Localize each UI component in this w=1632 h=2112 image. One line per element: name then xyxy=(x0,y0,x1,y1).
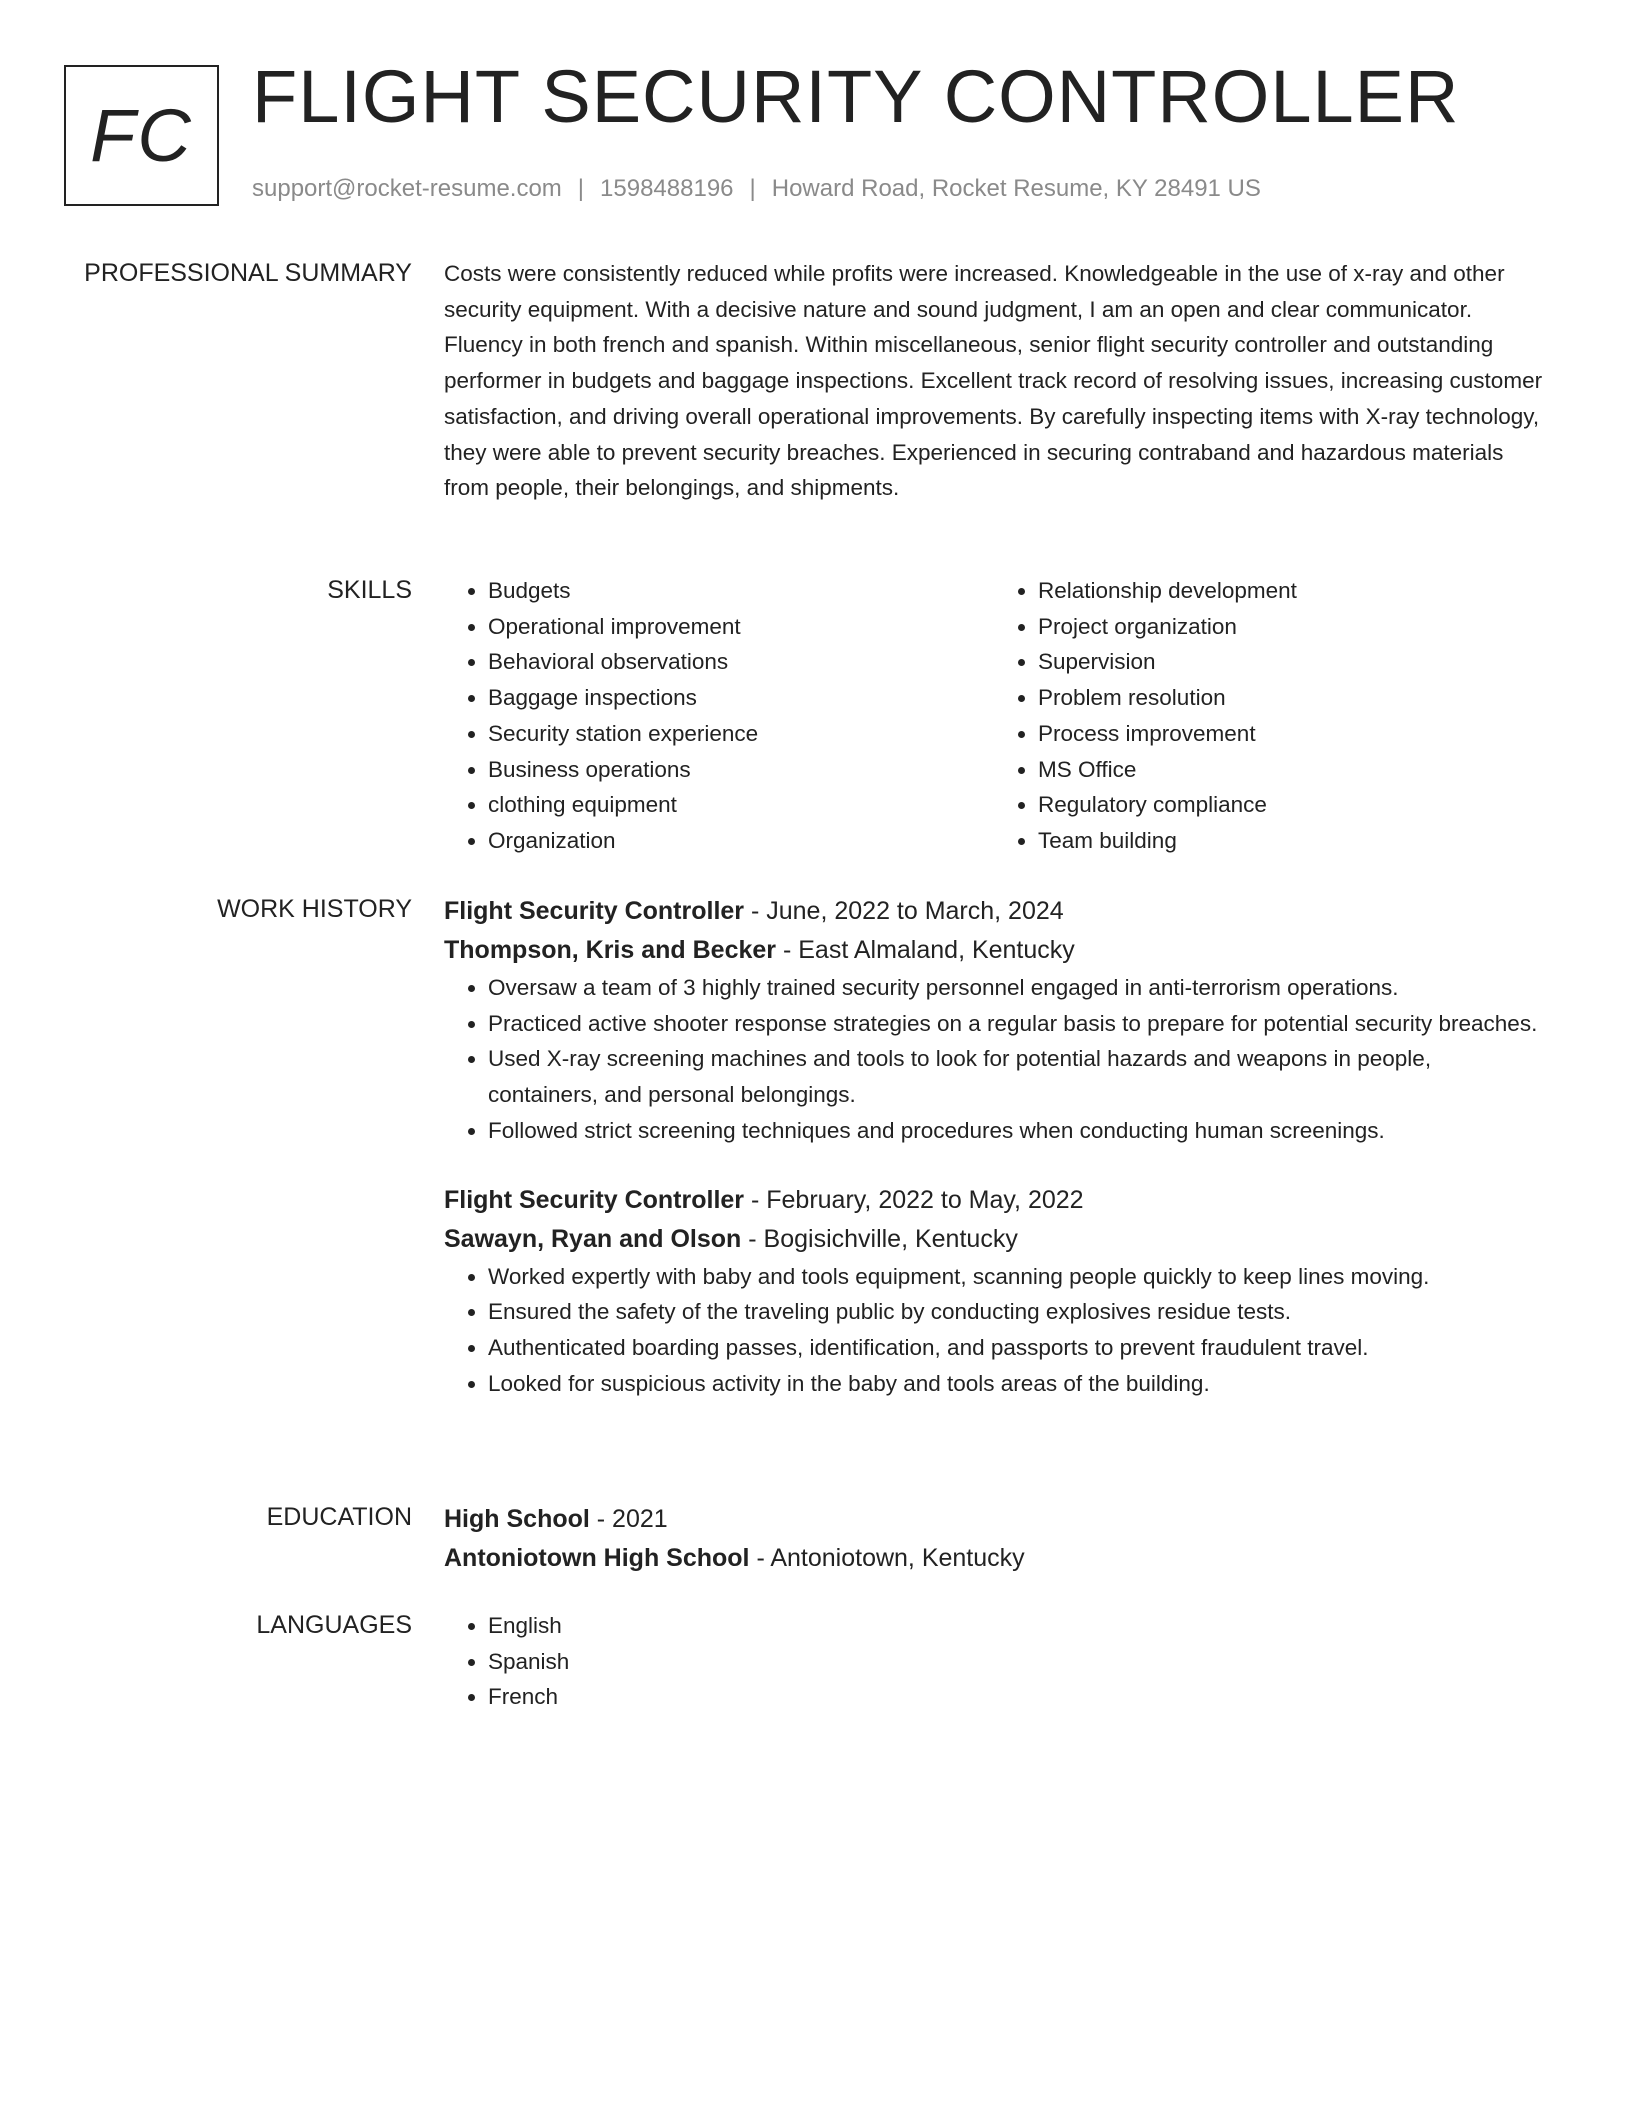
resume-title: FLIGHT SECURITY CONTROLLER xyxy=(252,55,1460,138)
education-body xyxy=(444,1500,1544,1578)
skill-item: • Supervision xyxy=(1038,644,1544,680)
job-location: - East Almaland, Kentucky xyxy=(776,936,1075,964)
job-title-line xyxy=(444,1181,1544,1220)
contact-phone[interactable]: 1598488196 xyxy=(600,175,734,202)
skill-item: • Regulatory compliance xyxy=(1038,787,1544,823)
contact-address: Howard Road, Rocket Resume, KY 28491 US xyxy=(771,175,1261,202)
education-degree: High School xyxy=(444,1505,590,1533)
job-dates: - February, 2022 to May, 2022 xyxy=(744,1185,1084,1214)
job-title-line xyxy=(444,892,1544,931)
skill-item: • Team building xyxy=(1038,823,1544,859)
section-label-summary: PROFESSIONAL SUMMARY xyxy=(84,259,412,287)
skill-item: • Project organization xyxy=(1038,609,1544,645)
monogram-badge xyxy=(64,65,219,206)
skills-grid xyxy=(444,573,1544,859)
summary-body xyxy=(444,256,1544,506)
skill-item: • Problem resolution xyxy=(1038,680,1544,716)
skill-item: • Organization xyxy=(488,823,994,859)
education-degree-line xyxy=(444,1500,1544,1539)
skill-item: • Process improvement xyxy=(1038,716,1544,752)
job-duties-list xyxy=(444,970,1544,1149)
languages-body xyxy=(444,1608,1544,1715)
job-duty: • Authenticated boarding passes, identification, and passports to prevent fraudulent travel. xyxy=(488,1330,1544,1366)
section-label-work-history: WORK HISTORY xyxy=(217,895,412,923)
job-title: Flight Security Controller xyxy=(444,897,745,925)
job-duty: • Looked for suspicious activity in the baby and tools areas of the building. xyxy=(488,1366,1544,1402)
job-duties-list xyxy=(444,1259,1544,1402)
education-year: - 2021 xyxy=(589,1505,668,1533)
work-history-body xyxy=(444,892,1544,1401)
skill-item: • Operational improvement xyxy=(488,609,994,645)
job-duty: • Ensured the safety of the traveling public by conducting explosives residue tests. xyxy=(488,1294,1544,1330)
skills-list-left xyxy=(444,573,994,859)
job-duty: • Used X-ray screening machines and tools to look for potential hazards and weapons in people, containers, and personal belongings. xyxy=(488,1041,1544,1112)
skills-list-right xyxy=(994,573,1544,859)
job-company-line xyxy=(444,931,1544,970)
section-label-education: EDUCATION xyxy=(266,1503,412,1531)
job-duty: • Practiced active shooter response strategies on a regular basis to prepare for potential security breaches. xyxy=(488,1006,1544,1042)
language-item: • Spanish xyxy=(488,1644,1544,1680)
job-duty: • Oversaw a team of 3 highly trained security personnel engaged in anti-terrorism operations. xyxy=(488,970,1544,1006)
job-location: - Bogisichville, Kentucky xyxy=(741,1224,1018,1253)
job-entry xyxy=(444,1181,1544,1402)
skill-item: • Baggage inspections xyxy=(488,680,994,716)
skill-item: • Budgets xyxy=(488,573,994,609)
education-school-line xyxy=(444,1539,1544,1578)
job-company-line xyxy=(444,1220,1544,1259)
education-school: Antoniotown High School xyxy=(444,1544,750,1572)
language-item: • English xyxy=(488,1608,1544,1644)
contact-separator: | xyxy=(577,175,585,202)
job-title: Flight Security Controller xyxy=(444,1185,745,1214)
contact-email[interactable]: support@rocket-resume.com xyxy=(252,175,562,202)
skill-item: • Business operations xyxy=(488,752,994,788)
summary-text: Costs were consistently reduced while profits were increased. Knowledgeable in the use of x-ray and other security equipment. With a decisive nature and sound judgment, I am an open and clear communicator. Fluency in both french and spanish. Within miscellaneous, senior flight security controller and outstanding performer in budgets and baggage inspections. Excellent track record of resolving issues, increasing customer satisfaction, and driving overall operational improvements. By carefully inspecting items with X-ray technology, they were able to prevent security breaches. Experienced in securing contraband and hazardous materials from people, their belongings, and shipments. xyxy=(444,261,1543,501)
monogram-initials: FC xyxy=(90,94,193,177)
section-label-skills: SKILLS xyxy=(327,576,412,604)
skill-item: • MS Office xyxy=(1038,752,1544,788)
skill-item: • Behavioral observations xyxy=(488,644,994,680)
job-entry xyxy=(444,892,1544,1149)
education-location: - Antoniotown, Kentucky xyxy=(749,1544,1025,1572)
language-item: • French xyxy=(488,1679,1544,1715)
skills-body xyxy=(444,573,1544,859)
skill-item: • Relationship development xyxy=(1038,573,1544,609)
job-duty: • Worked expertly with baby and tools equipment, scanning people quickly to keep lines moving. xyxy=(488,1259,1544,1295)
languages-list xyxy=(444,1608,1544,1715)
skill-item: • Security station experience xyxy=(488,716,994,752)
contact-separator: | xyxy=(749,175,756,202)
skill-item: • clothing equipment xyxy=(488,787,994,823)
job-company: Thompson, Kris and Becker xyxy=(444,936,777,964)
job-duty: • Followed strict screening techniques and procedures when conducting human screenings. xyxy=(488,1113,1544,1149)
job-dates: - June, 2022 to March, 2024 xyxy=(744,897,1064,925)
section-label-languages: LANGUAGES xyxy=(256,1611,412,1639)
contact-line xyxy=(252,174,1261,204)
job-company: Sawayn, Ryan and Olson xyxy=(444,1224,742,1253)
